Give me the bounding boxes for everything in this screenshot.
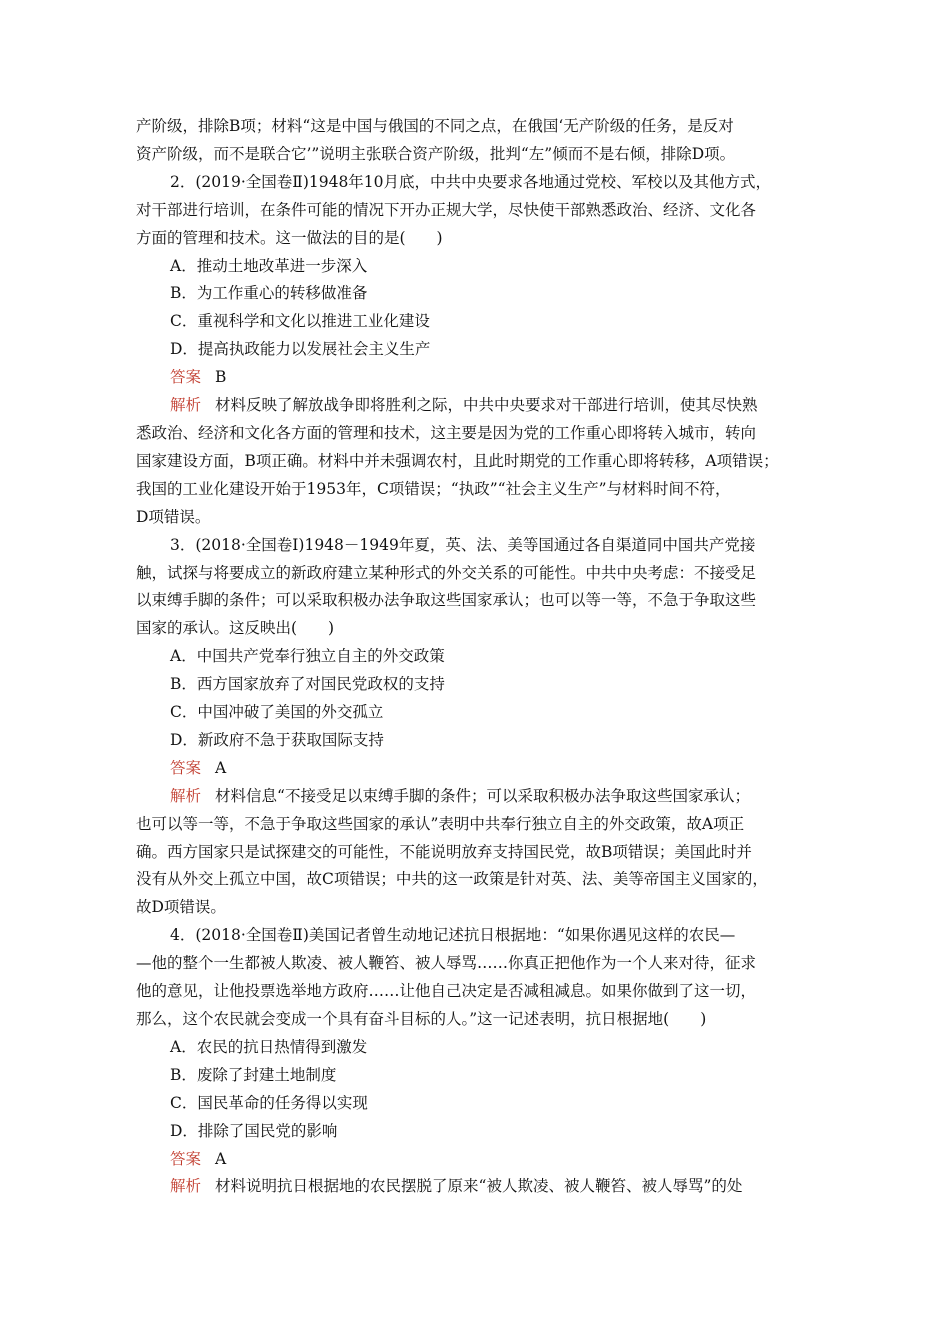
text-line: 也可以等一等，不急于争取这些国家的承认”表明中共奉行独立自主的外交政策，故A项正: [136, 814, 745, 833]
option-c: C．重视科学和文化以推进工业化建设: [170, 312, 430, 331]
analysis-text: 材料反映了解放战争即将胜利之际，中共中央要求对干部进行培训，使其尽快熟: [215, 396, 758, 415]
text-line: —他的整个一生都被人欺凌、被人鞭笞、被人辱骂……你真正把他作为一个人来对待，征求: [136, 954, 757, 973]
answer-row: [136, 755, 816, 783]
analysis-text: 材料说明抗日根据地的农民摆脱了原来“被人欺凌、被人鞭笞、被人辱骂”的处: [215, 1177, 743, 1196]
answer-value: A: [215, 758, 227, 777]
text-line: 悉政治、经济和文化各方面的管理和技术，这主要是因为党的工作重心即将转入城市，转向: [136, 423, 757, 442]
answer-label: 答案: [170, 1149, 202, 1168]
answer-value: A: [215, 1149, 227, 1168]
option-a: A．中国共产党奉行独立自主的外交政策: [170, 647, 445, 666]
text-line: 故D项错误。: [136, 898, 226, 917]
text-line: [136, 392, 816, 420]
option-b: B．为工作重心的转移做准备: [170, 284, 368, 303]
answer-row: [136, 1146, 816, 1174]
answer-label: 答案: [170, 758, 202, 777]
text-line: 对干部进行培训，在条件可能的情况下开办正规大学，尽快使干部熟悉政治、经济、文化各: [136, 200, 757, 219]
text-line: 方面的管理和技术。这一做法的目的是( ): [136, 228, 443, 247]
option-b: B．废除了封建土地制度: [170, 1065, 337, 1084]
text-line: 2．(2019·全国卷Ⅱ)1948年10月底，中共中央要求各地通过党校、军校以及其他方式，: [170, 172, 772, 191]
text-line: 没有从外交上孤立中国，故C项错误；中共的这一政策是针对英、法、美等帝国主义国家的，: [136, 870, 768, 889]
text-line: 确。西方国家只是试探建交的可能性，不能说明放弃支持国民党，故B项错误；美国此时并: [136, 842, 752, 861]
question-4: [136, 922, 816, 1201]
text-line: 3．(2018·全国卷Ⅰ)1948－1949年夏，英、法、美等国通过各自渠道同中国共产党接: [170, 535, 756, 554]
option-c: C．中国冲破了美国的外交孤立: [170, 703, 384, 722]
analysis-text: 材料信息“不接受足以束缚手脚的条件；可以采取积极办法争取这些国家承认；: [215, 786, 750, 805]
carry-over-analysis: [136, 113, 816, 169]
question-3: [136, 532, 816, 923]
option-a: A．推动土地改革进一步深入: [170, 256, 368, 275]
question-stem: [136, 922, 816, 1034]
question-2: [136, 169, 816, 532]
text-line: 国家的承认。这反映出( ): [136, 619, 335, 638]
text-line: 产阶级，排除B项；材料“这是中国与俄国的不同之点，在俄国‘无产阶级的任务，是反对: [136, 117, 734, 135]
option-d: D．提高执政能力以发展社会主义生产: [170, 340, 431, 359]
answer-row: [136, 364, 816, 392]
text-line: 我国的工业化建设开始于1953年，C项错误；“执政”“社会主义生产”与材料时间不符，: [136, 479, 731, 498]
text-line: D项错误。: [136, 507, 211, 526]
option-b: B．西方国家放弃了对国民党政权的支持: [170, 675, 445, 694]
analysis-label: 解析: [170, 786, 202, 805]
option-d: D．新政府不急于获取国际支持: [170, 730, 384, 749]
text-line: 4．(2018·全国卷Ⅱ)美国记者曾生动地记述抗日根据地：“如果你遇见这样的农民—: [170, 926, 736, 945]
answer-label: 答案: [170, 368, 202, 387]
analysis-label: 解析: [170, 1177, 202, 1196]
question-stem: [136, 169, 816, 253]
analysis-block: [136, 392, 816, 532]
analysis-block: [136, 1173, 816, 1201]
question-stem: [136, 532, 816, 644]
document-page: [136, 113, 816, 1201]
text-line: [136, 1173, 816, 1201]
option-c: C．国民革命的任务得以实现: [170, 1093, 368, 1112]
option-d: D．排除了国民党的影响: [170, 1121, 338, 1140]
text-line: 以束缚手脚的条件；可以采取积极办法争取这些国家承认；也可以等一等，不急于争取这些: [136, 591, 757, 610]
text-line: 他的意见，让他投票选举地方政府……让他自己决定是否减租减息。如果你做到了这一切，: [136, 982, 757, 1001]
analysis-label: 解析: [170, 396, 202, 415]
text-line: 那么，这个农民就会变成一个具有奋斗目标的人。”这一记述表明，抗日根据地( ): [136, 1010, 707, 1028]
analysis-block: [136, 783, 816, 923]
option-a: A．农民的抗日热情得到激发: [170, 1037, 368, 1056]
text-line: 资产阶级，而不是联合它’”说明主张联合资产阶级，批判“左”倾而不是右倾，排除D项。: [136, 144, 736, 163]
text-line: 国家建设方面，B项正确。材料中并未强调农村，且此时期党的工作重心即将转移，A项错误；: [136, 451, 779, 470]
text-line: [136, 783, 816, 811]
text-line: 触，试探与将要成立的新政府建立某种形式的外交关系的可能性。中共中央考虑：不接受足: [136, 563, 757, 582]
answer-value: B: [215, 368, 227, 387]
